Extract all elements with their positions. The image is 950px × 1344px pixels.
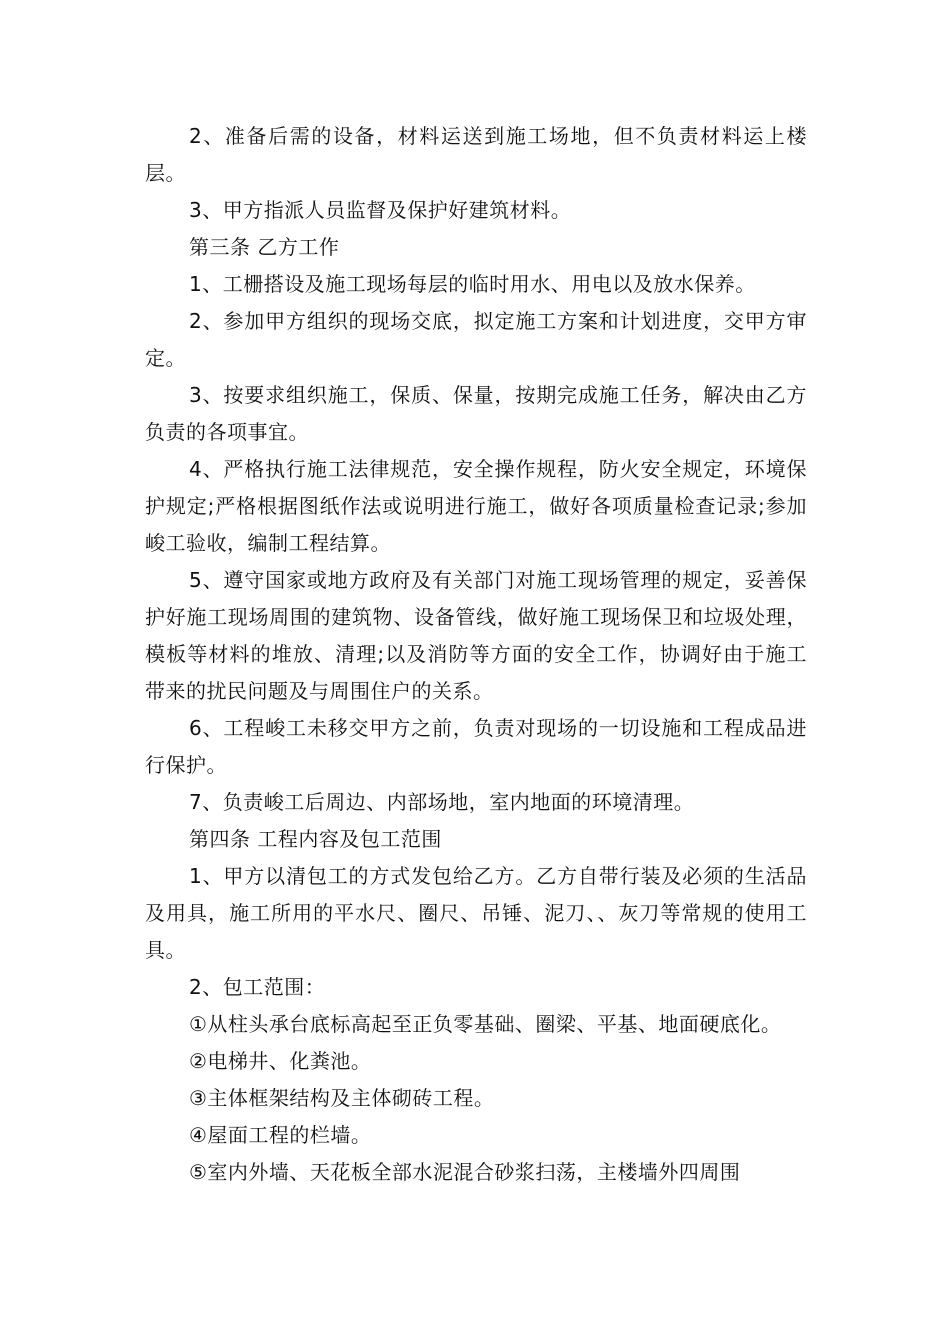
list-item: ④屋面工程的栏墙。 bbox=[189, 1123, 372, 1147]
paragraph: 3、按要求组织施工，保质、保量，按期完成施工任务，解决由乙方负责的各项事宜。 bbox=[145, 383, 807, 444]
document-body bbox=[145, 118, 807, 1191]
list-item: ①从柱头承台底标高起至正负零基础、圈梁、平基、地面硬底化。 bbox=[189, 1012, 782, 1036]
section-heading: 第四条 工程内容及包工范围 bbox=[189, 827, 442, 851]
list-item: ②电梯井、化粪池。 bbox=[189, 1049, 372, 1073]
paragraph: 6、工程峻工未移交甲方之前，负责对现场的一切设施和工程成品进行保护。 bbox=[145, 716, 807, 777]
paragraph: 2、参加甲方组织的现场交底，拟定施工方案和计划进度，交甲方审定。 bbox=[145, 309, 807, 370]
paragraph: 7、负责峻工后周边、内部场地，室内地面的环境清理。 bbox=[189, 790, 695, 814]
paragraph: 5、遵守国家或地方政府及有关部门对施工现场管理的规定，妥善保护好施工现场周围的建筑物、设备管线，做好施工现场保卫和垃圾处理，模板等材料的堆放、清理;以及消防等方面的安全工作，协调好由于施工带来的扰民问题及与周围住户的关系。 bbox=[145, 568, 807, 703]
paragraph: 3、甲方指派人员监督及保护好建筑材料。 bbox=[189, 198, 572, 222]
paragraph: 4、严格执行施工法律规范，安全操作规程，防火安全规定，环境保护规定;严格根据图纸作法或说明进行施工，做好各项质量检查记录;参加峻工验收，编制工程结算。 bbox=[145, 457, 807, 555]
list-item: ③主体框架结构及主体砌砖工程。 bbox=[189, 1086, 495, 1110]
paragraph: 2、准备后需的设备，材料运送到施工场地，但不负责材料运上楼层。 bbox=[145, 124, 807, 185]
section-heading: 第三条 乙方工作 bbox=[189, 235, 340, 259]
paragraph: 2、包工范围： bbox=[189, 975, 326, 999]
list-item: ⑤室内外墙、天花板全部水泥混合砂浆扫荡，主楼墙外四周围 bbox=[189, 1160, 741, 1184]
paragraph: 1、甲方以清包工的方式发包给乙方。乙方自带行装及必须的生活品及用具，施工所用的平水尺、圈尺、吊锤、泥刀、、灰刀等常规的使用工具。 bbox=[145, 864, 807, 962]
paragraph: 1、工栅搭设及施工现场每层的临时用水、用电以及放水保养。 bbox=[189, 272, 756, 296]
